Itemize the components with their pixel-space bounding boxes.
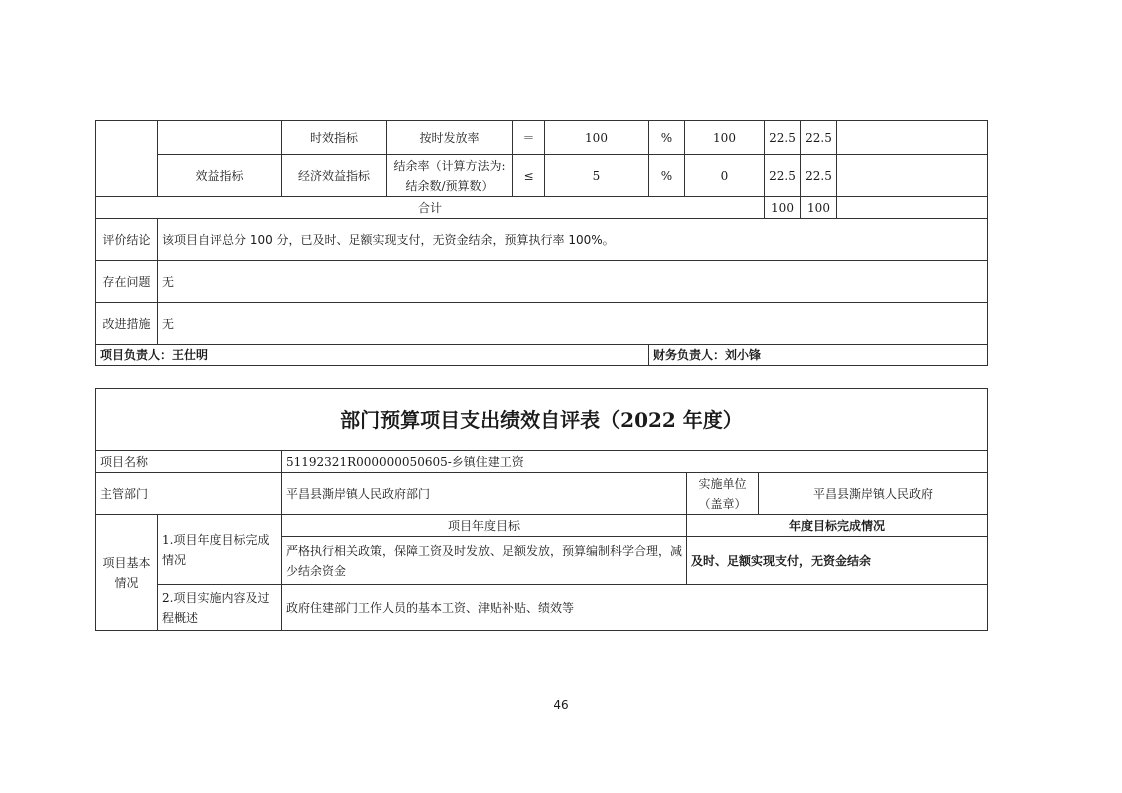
project-name-label: 项目名称	[96, 451, 282, 473]
content-row	[96, 585, 988, 631]
level3-indicator: 按时发放率	[387, 121, 513, 155]
weight-score: 22.5	[765, 155, 801, 197]
content-label: 2.项目实施内容及过程概述	[158, 585, 282, 631]
problem-text: 无	[158, 261, 988, 303]
basic-info-label: 项目基本情况	[96, 515, 158, 631]
form-title: 部门预算项目支出绩效自评表（2022 年度）	[96, 389, 988, 451]
actual-value: 100	[685, 121, 765, 155]
blank-cell	[96, 121, 158, 197]
completion-header: 年度目标完成情况	[687, 515, 988, 537]
goal-label: 1.项目年度目标完成情况	[158, 515, 282, 585]
project-lead-signature: 项目负责人：王仕明	[96, 345, 649, 366]
unit: %	[649, 155, 685, 197]
self-score: 22.5	[801, 121, 837, 155]
self-score: 22.5	[801, 155, 837, 197]
level3-indicator: 结余率（计算方法为:结余数/预算数）	[387, 155, 513, 197]
goal-header-row	[96, 515, 988, 537]
note	[837, 155, 988, 197]
actual-value: 0	[685, 155, 765, 197]
conclusion-label: 评价结论	[96, 219, 158, 261]
total-weight: 100	[765, 197, 801, 219]
level2-indicator: 时效指标	[282, 121, 387, 155]
target-value: 100	[545, 121, 649, 155]
project-name-row	[96, 451, 988, 473]
target-value: 5	[545, 155, 649, 197]
weight-score: 22.5	[765, 121, 801, 155]
content-text: 政府住建部门工作人员的基本工资、津贴补贴、绩效等	[282, 585, 988, 631]
unit: %	[649, 121, 685, 155]
conclusion-row	[96, 219, 988, 261]
signature-row	[96, 345, 988, 366]
note	[837, 121, 988, 155]
finance-lead-signature: 财务负责人：刘小锋	[649, 345, 988, 366]
total-score: 100	[801, 197, 837, 219]
implementing-unit: 平昌县澌岸镇人民政府	[759, 473, 988, 515]
total-row	[96, 197, 988, 219]
completion-text: 及时、足额实现支付，无资金结余	[687, 537, 988, 585]
indicator-row	[96, 121, 988, 155]
operator: ≤	[513, 155, 545, 197]
level1-indicator	[158, 121, 282, 155]
improve-row	[96, 303, 988, 345]
project-name: 51192321R000000050605-乡镇住建工资	[282, 451, 988, 473]
total-note	[837, 197, 988, 219]
level1-indicator: 效益指标	[158, 155, 282, 197]
implementing-unit-label: 实施单位（盖章）	[687, 473, 759, 515]
indicator-row	[96, 155, 988, 197]
problem-row	[96, 261, 988, 303]
improve-label: 改进措施	[96, 303, 158, 345]
department-row	[96, 473, 988, 515]
operator: ＝	[513, 121, 545, 155]
level2-indicator: 经济效益指标	[282, 155, 387, 197]
goal-header: 项目年度目标	[282, 515, 687, 537]
goal-text: 严格执行相关政策，保障工资及时发放、足额发放，预算编制科学合理，减少结余资金	[282, 537, 687, 585]
conclusion-text: 该项目自评总分 100 分，已及时、足额实现支付，无资金结余，预算执行率 100%。	[158, 219, 988, 261]
department: 平昌县澌岸镇人民政府部门	[282, 473, 687, 515]
department-label: 主管部门	[96, 473, 282, 515]
evaluation-table-continued	[95, 120, 988, 366]
page-number: 46	[553, 698, 569, 712]
problem-label: 存在问题	[96, 261, 158, 303]
total-label: 合计	[96, 197, 765, 219]
budget-project-selfeval-form	[95, 388, 988, 631]
form-title-row	[96, 389, 988, 451]
improve-text: 无	[158, 303, 988, 345]
